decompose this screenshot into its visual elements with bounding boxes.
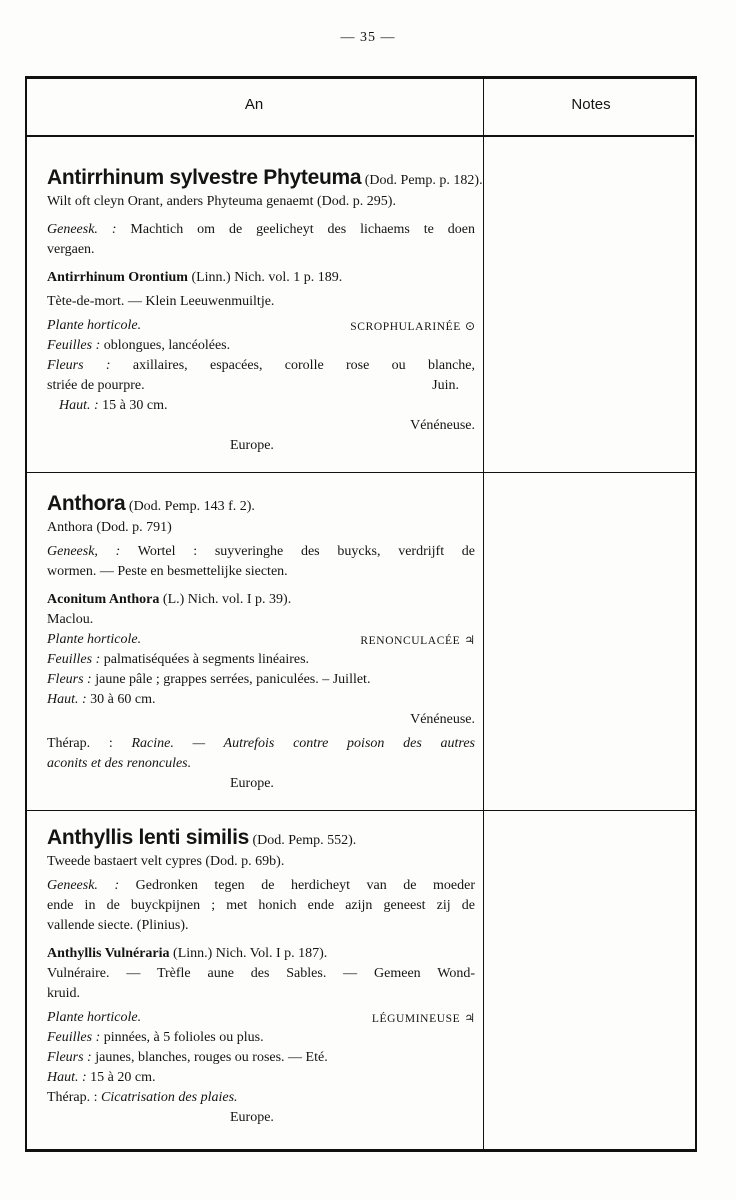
entry-line: Tweede bastaert velt cypres (Dod. p. 69b).	[47, 854, 285, 869]
region: Europe.	[230, 438, 274, 453]
entry-title-line	[47, 490, 475, 518]
geneesk-text: Gedronken tegen de herdicheyt van de moeder	[135, 878, 476, 893]
header-rule	[25, 135, 694, 137]
entry-title-ref: (Dod. Pemp. 552).	[252, 833, 357, 848]
geneesk-text: Wortel : suyveringhe des buycks, verdrijft de	[137, 544, 476, 559]
plante-line	[47, 316, 475, 336]
entry-anthyllis	[47, 824, 475, 1128]
synonym-ref: (L.) Nich. vol. I p. 39).	[162, 592, 292, 607]
toxicity-note: Vénéneuse.	[410, 712, 475, 727]
entry-line: Wilt oft cleyn Orant, anders Phyteuma genaemt (Dod. p. 295).	[47, 194, 396, 209]
feuilles-label: Feuilles :	[47, 1030, 101, 1045]
fleurs-cont	[47, 376, 475, 396]
column-header-notes: Notes	[571, 96, 611, 113]
entry-title-ref: (Dod. Pemp. 143 f. 2).	[128, 499, 255, 514]
entry-divider	[25, 472, 697, 473]
venen-line	[47, 710, 475, 730]
synonym-line	[47, 944, 475, 964]
bottom-rule	[25, 1149, 697, 1152]
geneesk-cont: ende in de buyckpijnen ; met honich ende azijn geneest zij de	[47, 898, 475, 913]
fleurs-label: Fleurs :	[47, 1050, 92, 1065]
region-line	[47, 436, 475, 456]
entry-anthora	[47, 490, 475, 794]
entry-title: Antirrhinum sylvestre Phyteuma	[47, 166, 362, 189]
entry-title-line	[47, 164, 483, 192]
synonym-line	[47, 268, 475, 288]
entry-title-ref: (Dod. Pemp. p. 182).	[364, 173, 483, 188]
therap-line	[47, 734, 475, 754]
entry-line: Anthora (Dod. p. 791)	[47, 520, 172, 535]
perennial-symbol-icon: ♃	[464, 1011, 475, 1025]
feuilles-label: Feuilles :	[47, 338, 101, 353]
feuilles-line	[47, 1028, 475, 1048]
table-sheet	[25, 76, 697, 1152]
toxicity-note: Vénéneuse.	[410, 418, 475, 433]
haut-text: 15 à 20 cm.	[90, 1070, 156, 1085]
synonym-name: Antirrhinum Orontium	[47, 270, 188, 285]
region-line	[47, 1108, 475, 1128]
geneesk-label: Geneesk. :	[47, 878, 120, 893]
therap-label: Thérap. :	[47, 1090, 98, 1105]
haut-label: Haut. :	[47, 1070, 87, 1085]
common-names: Maclou.	[47, 612, 94, 627]
haut-line	[47, 396, 475, 416]
haut-label: Haut. :	[47, 692, 87, 707]
common-names: Vulnéraire. — Trèfle aune des Sables. — Gemeen Wond-	[47, 966, 475, 981]
family-name: LÉGUMINEUSE	[371, 1013, 461, 1025]
feuilles-text: pinnées, à 5 folioles ou plus.	[103, 1030, 264, 1045]
venen-line	[47, 416, 475, 436]
geneesk-text: Machtich om de geelicheyt des lichaems te doen	[130, 222, 475, 237]
plante-label: Plante horticole.	[47, 318, 142, 333]
geneesk-line	[47, 220, 475, 240]
geneesk-cont: vallende siecte. (Plinius).	[47, 918, 189, 933]
flowering-month: Juin.	[432, 378, 459, 393]
haut-text: 30 à 60 cm.	[90, 692, 156, 707]
fleurs-line	[47, 1048, 475, 1068]
geneesk-line	[47, 542, 475, 562]
entry-divider	[25, 810, 697, 811]
haut-text: 15 à 30 cm.	[102, 398, 168, 413]
plante-label: Plante horticole.	[47, 1010, 142, 1025]
region-line	[47, 774, 475, 794]
feuilles-line	[47, 650, 475, 670]
annual-symbol-icon: ⊙	[464, 319, 475, 333]
fleurs-line	[47, 356, 475, 376]
fleurs-text: axillaires, espacées, corolle rose ou blanche,	[132, 358, 475, 373]
fleurs-text-cont: striée de pourpre.	[47, 378, 145, 393]
synonym-ref: (Linn.) Nich. Vol. I p. 187).	[173, 946, 328, 961]
perennial-symbol-icon: ♃	[464, 633, 475, 647]
therap-label: Thérap. :	[47, 736, 113, 751]
plante-line	[47, 630, 475, 650]
therap-cont: aconits et des renoncules.	[47, 756, 192, 771]
right-border	[695, 76, 697, 1152]
synonym-name: Anthyllis Vulnéraria	[47, 946, 170, 961]
haut-label: Haut. :	[59, 398, 99, 413]
top-rule	[25, 76, 697, 79]
therap-text: Cicatrisation des plaies.	[101, 1090, 238, 1105]
entry-antirrhinum	[47, 164, 483, 456]
entry-title-line	[47, 824, 475, 852]
feuilles-text: oblongues, lancéolées.	[103, 338, 231, 353]
plante-label: Plante horticole.	[47, 632, 142, 647]
fleurs-text: jaune pâle ; grappes serrées, paniculées. – Juillet.	[95, 672, 371, 687]
geneesk-label: Geneesk. :	[47, 222, 117, 237]
therap-text: Racine. — Autrefois contre poison des autres	[131, 736, 475, 751]
common-names: Tète-de-mort. — Klein Leeuwenmuiltje.	[47, 294, 275, 309]
feuilles-line	[47, 336, 475, 356]
page-number: — 35 —	[340, 30, 396, 45]
geneesk-label: Geneesk, :	[47, 544, 121, 559]
fleurs-label: Fleurs :	[47, 672, 92, 687]
column-divider	[483, 76, 484, 1152]
geneesk-line	[47, 876, 475, 896]
region: Europe.	[230, 776, 274, 791]
haut-line	[47, 690, 475, 710]
left-border	[25, 76, 27, 1152]
feuilles-text: palmatiséquées à segments linéaires.	[103, 652, 310, 667]
haut-line	[47, 1068, 475, 1088]
family-name: RENONCULACÉE	[360, 635, 461, 647]
family-name: SCROPHULARINÉE	[350, 321, 461, 333]
geneesk-cont: vergaen.	[47, 242, 95, 257]
entry-title: Anthora	[47, 492, 126, 515]
common-names-cont: kruid.	[47, 986, 81, 1001]
fleurs-line	[47, 670, 475, 690]
synonym-ref: (Linn.) Nich. vol. 1 p. 189.	[191, 270, 343, 285]
geneesk-cont: wormen. — Peste en besmettelijke siecten.	[47, 564, 288, 579]
fleurs-text: jaunes, blanches, rouges ou roses. — Eté.	[95, 1050, 328, 1065]
column-header-an: An	[244, 96, 264, 113]
region: Europe.	[230, 1110, 274, 1125]
plante-line	[47, 1008, 475, 1028]
feuilles-label: Feuilles :	[47, 652, 101, 667]
fleurs-label: Fleurs :	[47, 358, 111, 373]
synonym-name: Aconitum Anthora	[47, 592, 160, 607]
therap-line	[47, 1088, 475, 1108]
entry-title: Anthyllis lenti similis	[47, 826, 249, 849]
synonym-line	[47, 590, 475, 610]
